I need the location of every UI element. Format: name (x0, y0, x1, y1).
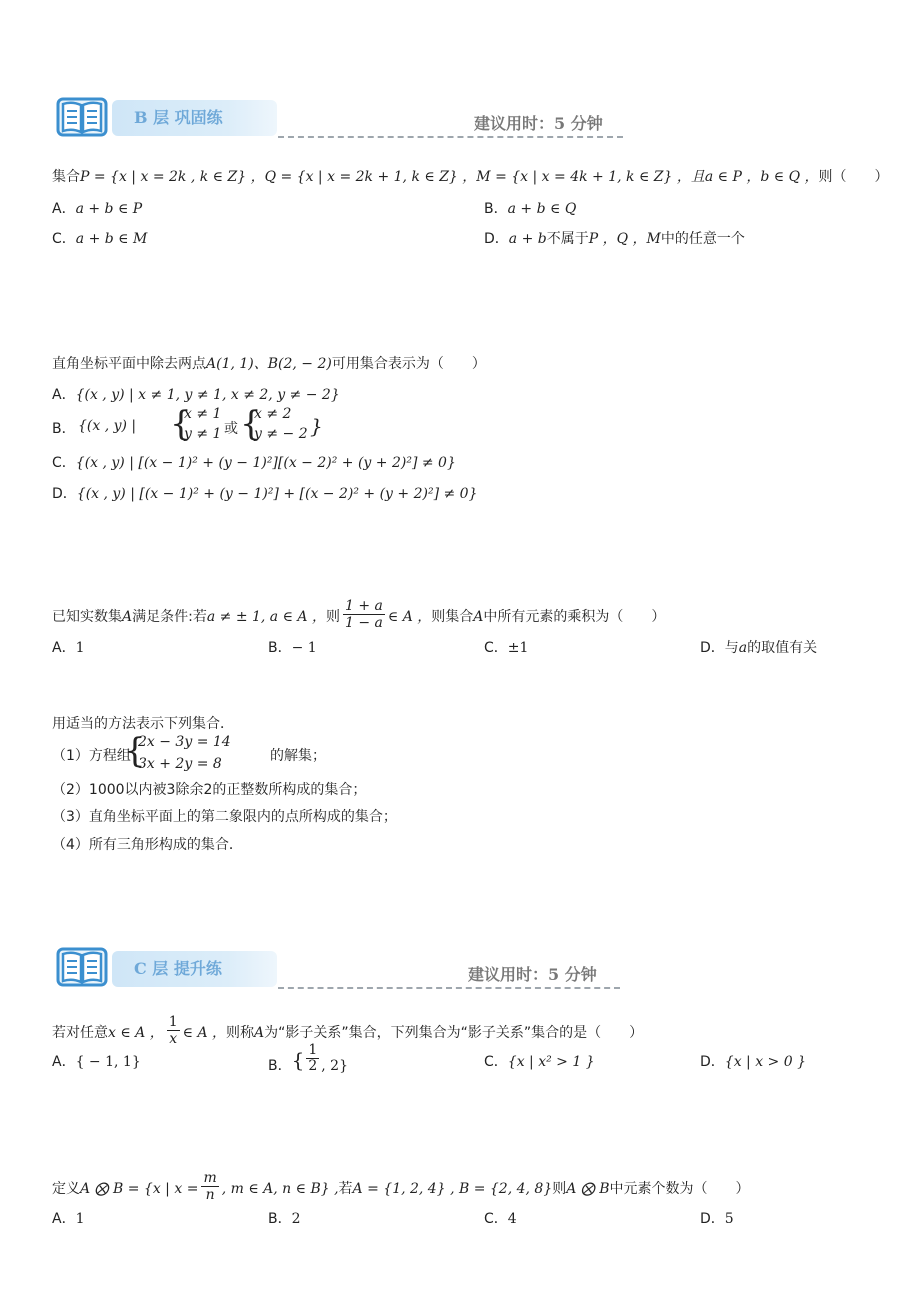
option-d[interactable]: D．{x | x > 0 } (700, 1054, 806, 1070)
question-stem: 直角坐标平面中除去两点A(1, 1)、B(2, − 2)可用集合表示为（ ） (52, 356, 486, 372)
option-a[interactable]: A．a + b ∈ P (52, 201, 143, 217)
option-c[interactable]: C．{(x , y) | [(x − 1)² + (y − 1)²][(x − 2)² + (y + 2)²] ≠ 0} (52, 455, 456, 471)
option-c[interactable]: C．±1 (484, 640, 529, 656)
fraction: $\frac{1}{2}$ (308, 1042, 318, 1074)
sub-question-3: （3）直角坐标平面上的第二象限内的点所构成的集合； (52, 809, 397, 825)
divider (278, 987, 620, 989)
divider (278, 136, 623, 138)
option-a[interactable]: A．{ − 1, 1} (52, 1054, 141, 1070)
sub-question-4: （4）所有三角形构成的集合． (52, 837, 243, 853)
suggested-time: 建议用时：5 分钟 (468, 965, 597, 984)
question-stem: 集合P = {x | x = 2k , k ∈ Z} ，Q = {x | x = 2k + 1, k ∈ Z} ，M = {x | x = 4k + 1, k ∈ Z} ，且a ∈ P ，b ∈ Q ，则（ ） (52, 169, 889, 185)
option-b[interactable]: B．− 1 (268, 640, 317, 656)
fraction: $\frac{1 + a}{1 - a}$ (344, 598, 383, 631)
option-a[interactable]: A．1 (52, 640, 85, 656)
suggested-time: 建议用时：5 分钟 (474, 114, 603, 133)
fraction: $\frac{1}{x}$ (168, 1014, 178, 1047)
option-b[interactable]: B．2 (268, 1211, 301, 1227)
option-d[interactable]: D．与a的取值有关 (700, 640, 818, 656)
option-d[interactable]: D．{(x , y) | [(x − 1)² + (y − 1)²] + [(x − 2)² + (y + 2)²] ≠ 0} (52, 486, 478, 502)
brace-left: { (240, 404, 262, 444)
option-d[interactable]: D．a + b不属于P ，Q ，M中的任意一个 (484, 231, 745, 247)
question-stem: 定义A ⨂ B = {x | x = $\frac{m}{n}$ , m ∈ A, n ∈ B} ,若A = {1, 2, 4} , B = {2, 4, 8}则A ⨂ B中元素个数为（ ） (52, 1170, 750, 1203)
brace-left: { (170, 404, 192, 444)
option-c[interactable]: C．{x | x² > 1 } (484, 1054, 595, 1070)
option-c[interactable]: C．a + b ∈ M (52, 231, 148, 247)
option-a[interactable]: A．{(x , y) | x ≠ 1, y ≠ 1, x ≠ 2, y ≠ − 2} (52, 387, 340, 403)
option-d[interactable]: D．5 (700, 1211, 734, 1227)
option-c[interactable]: C．4 (484, 1211, 517, 1227)
option-a[interactable]: A．1 (52, 1211, 85, 1227)
question-stem: 若对任意x ∈ A ， $\frac{1}{x}$ ∈ A ，则称A为“影子关系”集合，下列集合为“影子关系”集合的是（ ） (52, 1014, 644, 1047)
fraction: $\frac{m}{n}$ (203, 1170, 217, 1203)
brace-left: { (124, 731, 146, 771)
book-icon (55, 946, 109, 990)
option-b[interactable]: B．{ $\frac{1}{2}$ , 2} (268, 1042, 348, 1074)
sub-question-2: （2）1000以内被3除余2的正整数所构成的集合； (52, 782, 367, 798)
section-label: B 层 巩固练 (112, 100, 277, 136)
question-stem: 用适当的方法表示下列集合． (52, 716, 234, 732)
question-stem: 已知实数集A满足条件:若a ≠ ± 1, a ∈ A ，则 $\frac{1 + a}{1 - a}$ ∈ A ，则集合A中所有元素的乘积为（ ） (52, 598, 666, 631)
book-icon (55, 96, 109, 140)
section-label: C 层 提升练 (112, 951, 277, 987)
option-b[interactable]: B．a + b ∈ Q (484, 201, 577, 217)
